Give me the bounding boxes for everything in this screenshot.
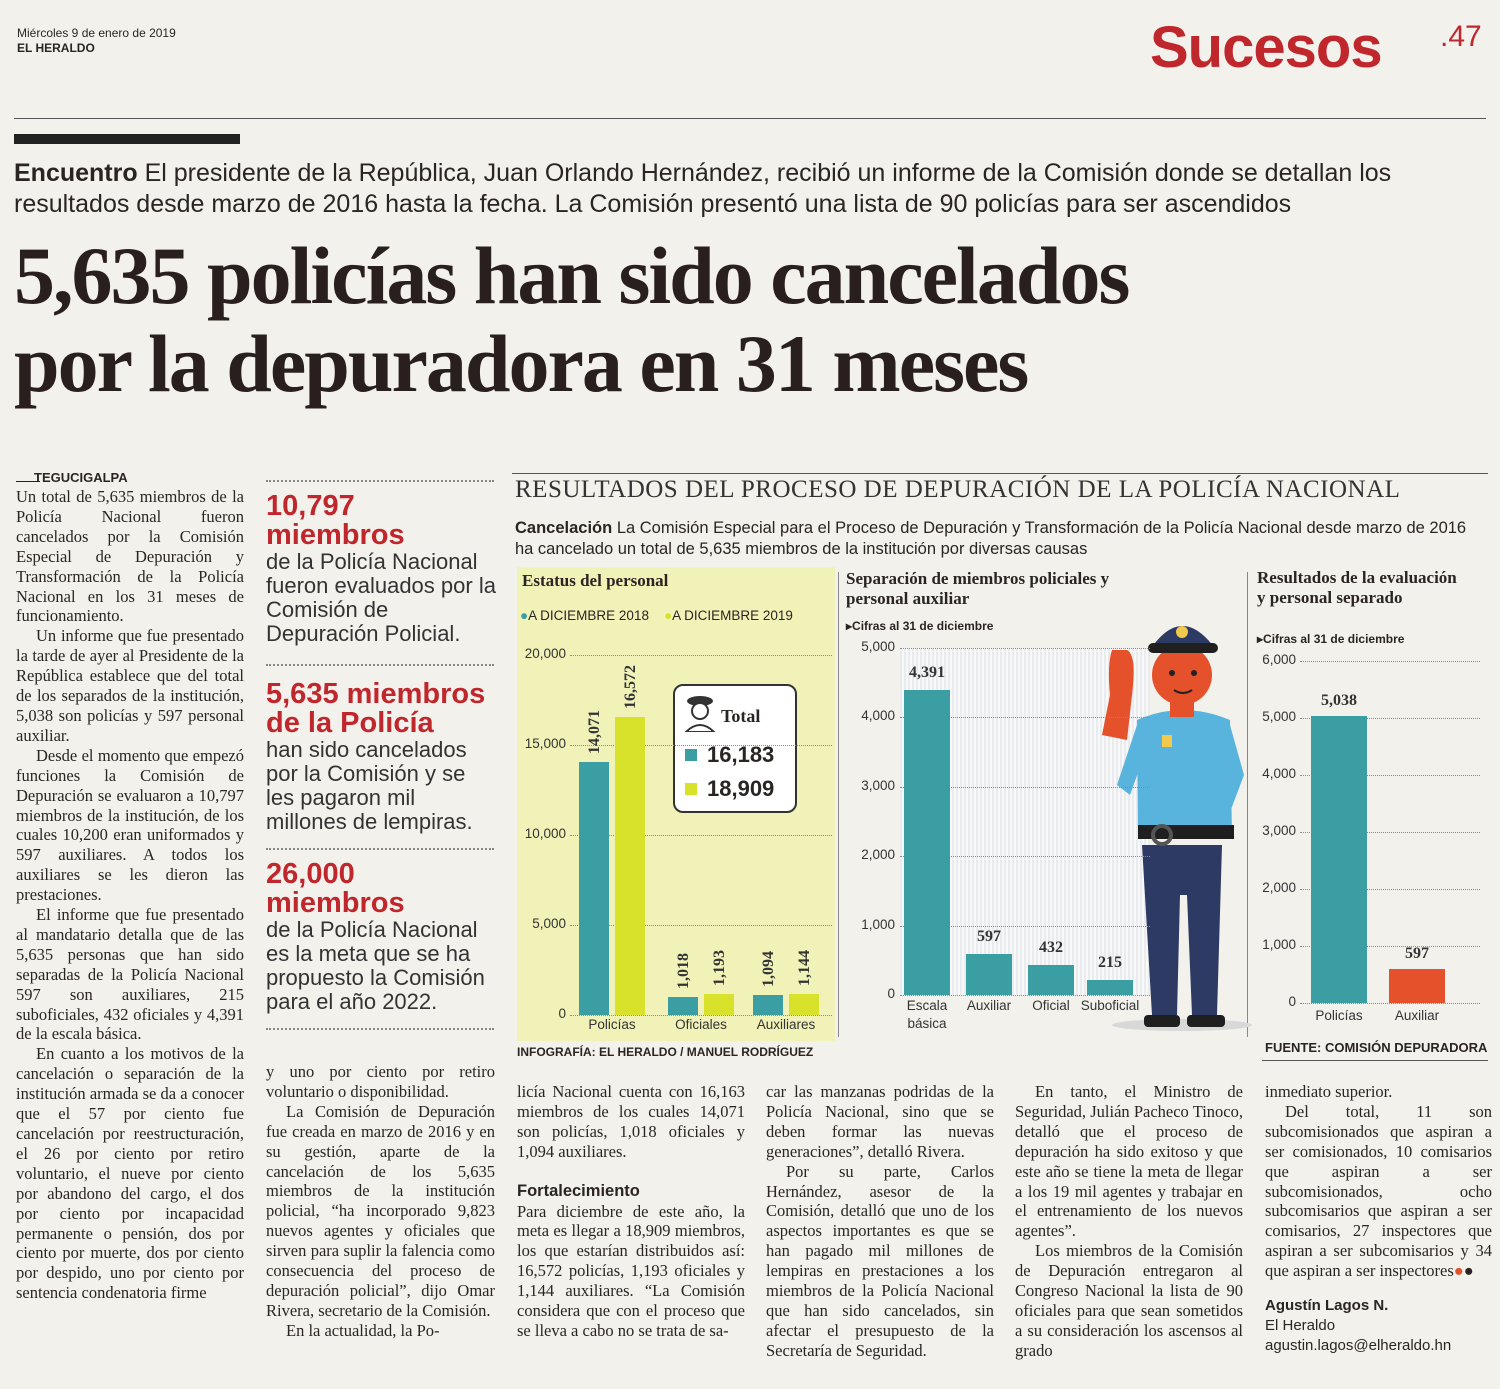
paragraph: licía Nacional cuenta con 16,163 miembros de los cuales 14,071 son policías, 1,018 oficiales y 1,094 auxiliares. [517,1082,745,1161]
bar-value-label: 597 [1405,944,1429,962]
article-column-4 [766,1082,994,1361]
article-column-6 [1265,1082,1492,1281]
bar-value-label: 4,391 [909,664,945,682]
bar-value-label: 5,038 [1321,691,1357,709]
bar-value-label: 432 [1039,939,1063,957]
x-category-label: Oficiales [675,1017,727,1032]
article-column-1 [16,487,244,1303]
paragraph: Los miembros de la Comisión de Depuración entregaron al Congreso Nacional la lista de 90 oficiales para que sean sometidos a su consideración los ascensos al grado [1015,1241,1243,1360]
y-tick-label: 0 [887,986,895,1001]
x-category-label: Suboficial [1080,998,1140,1013]
byline [1265,1296,1451,1356]
y-tick-label: 0 [558,1006,566,1021]
divider [266,1028,494,1030]
x-category-label: Auxiliar [1394,1008,1440,1023]
bar-suboficial [1087,980,1133,995]
total-box [673,684,797,813]
y-tick-label: 3,000 [1262,823,1296,838]
highlight-1 [266,492,496,646]
bar-a-diciembre-2019 [704,994,734,1015]
paragraph: En cuanto a los motivos de la cancelación o separación de la institución armada se da a conocer que el 57 por ciento fue cancelación por reestructuración, el 26 por ciento por retiro voluntario, el nueve por ciento por abandono del cargo, el dos por ciento por incapacidad permanente o pensión, dos por ciento por muerte, dos por ciento por despido, uno por ciento por sentencia condenatoria firme [16,1044,244,1303]
issue-date: Miércoles 9 de enero de 2019 [17,26,176,40]
infographic-title: RESULTADOS DEL PROCESO DE DEPURACIÓN DE LA POLICÍA NACIONAL [515,476,1401,503]
bar-value-label: 1,018 [675,952,692,989]
highlight-bold: miembros [266,887,405,919]
legend-2019: A DICIEMBRE 2019 [672,608,793,623]
chart3-title: Resultados de la evaluación y personal separado [1257,568,1457,607]
y-tick-label: 2,000 [861,847,895,863]
divider [266,480,494,482]
highlight-number: 26,000 [266,858,355,890]
legend-2018: A DICIEMBRE 2018 [528,608,649,623]
bar-auxiliar [1389,969,1445,1003]
x-category-label: Policías [588,1017,636,1032]
paragraph: Por su parte, Carlos Hernández, asesor de la Comisión, detalló que uno de los aspectos importantes es que se han pagado mil millones de lempiras en prestaciones a los miembros de la Policía Nacional que han sido cancelados, sin afectar el presupuesto de la Secretaría de Seguridad. [766,1161,994,1360]
y-tick-label: 3,000 [861,777,895,793]
y-tick-label: 5,000 [1262,709,1296,724]
paragraph: inmediato superior. [1265,1082,1393,1101]
article-column-5 [1015,1082,1243,1361]
y-tick-label: 5,000 [532,916,566,931]
bar-a-diciembre-2018 [753,995,783,1015]
total-label: Total [721,706,761,726]
y-tick-label: 10,000 [524,826,566,841]
infographic-deck-text: La Comisión Especial para el Proceso de Depuración y Transformación de la Policía Nacional desde marzo de 2016 ha cancelado un total de 5,635 miembros de la institución por diversas causas [515,519,1467,558]
headline [14,232,1494,408]
gridline [570,835,832,837]
bar-auxiliar [966,954,1012,995]
y-tick-label: 15,000 [524,736,566,751]
y-tick-label: 20,000 [524,646,566,661]
page-number: .47 [1440,20,1482,53]
bar-a-diciembre-2019 [615,717,645,1015]
total-yellow-swatch [685,783,697,795]
highlight-text: han sido cancelados por la Comisión y se les pagaron mil millones de lempiras. [266,737,473,834]
bar-value-label: 1,144 [796,950,813,987]
gridline [570,925,832,927]
paragraph: Un informe que fue presentado la tarde de ayer al Presidente de la República establece que del total de los separados de la institución, 5,038 son policías y 597 personal auxiliar. [16,626,244,745]
highlight-number: 5,635 miembros [266,678,486,710]
infographic-rule [512,473,1488,474]
paragraph: car las manzanas podridas de la Policía Nacional, sino que se deben formar las nuevas generaciones”, detalló Rivera. [766,1082,994,1161]
bar-a-diciembre-2018 [579,762,609,1015]
bar-value-label: 597 [977,927,1001,945]
bar-value-label: 1,193 [711,949,728,986]
subheading: Fortalecimiento [517,1181,640,1200]
deck-kicker: Encuentro [14,159,138,187]
highlight-text: de la Policía Nacional fueron evaluados por la Comisión de Depuración Policial. [266,549,496,646]
bar-value-label: 14,071 [586,709,603,754]
section-title: Sucesos [1150,15,1382,80]
chart2-subtitle: ▸Cifras al 31 de diciembre [846,619,994,633]
infographic-credit: INFOGRAFÍA: EL HERALDO / MANUEL RODRÍGUEZ [517,1045,814,1059]
bar-policías [1311,716,1367,1003]
y-tick-label: 0 [1288,994,1296,1009]
total-2019: 18,909 [707,776,775,801]
bar-a-diciembre-2019 [789,994,819,1015]
gridline [1300,661,1480,663]
author-email: agustin.lagos@elheraldo.hn [1265,1337,1452,1354]
officer-icon [683,692,717,732]
article-column-3 [517,1082,745,1341]
y-tick-label: 4,000 [861,708,895,724]
article-column-2 [266,1062,495,1341]
y-tick-label: 6,000 [1262,652,1296,667]
chart1-title: Estatus del personal [522,571,669,590]
dateline: TEGUCIGALPA [34,470,128,485]
chart2-title: Separación de miembros policiales y personal auxiliar [846,569,1110,608]
chart1-legend: ●A DICIEMBRE 2018 ●A DICIEMBRE 2019 [520,608,793,623]
paragraph [1265,1102,1492,1281]
header-rule [14,118,1486,119]
total-2018: 16,183 [707,742,775,767]
infographic-deck [515,518,1475,560]
chart3-subtitle: ▸Cifras al 31 de diciembre [1257,632,1405,646]
paragraph-text: Del total, 11 son subcomisionados que aspiran a ser comisionados, 10 comisarios que aspiran a ser subcomisionados, ocho subcomisarios que aspiran a ser comisarios, 27 inspectores que aspiran a ser subcomisarios y 34 que aspiran a ser inspectores [1265,1101,1492,1281]
highlight-2 [266,680,496,834]
highlight-number: 10,797 [266,490,355,522]
bar-value-label: 215 [1098,954,1122,972]
infographic-source: FUENTE: COMISIÓN DEPURADORA [1265,1040,1488,1055]
y-tick-label: 5,000 [861,639,895,654]
paragraph: Para diciembre de este año, la meta es llegar a 18,909 miembros, los que estarían distribuidos así: 16,572 policías, 1,193 oficiales y 1,144 auxiliares. “La Comisión considera que con el proceso que se lleva a cabo no se trata de sa- [517,1201,745,1340]
end-mark-icon: ● [1463,1261,1474,1281]
y-tick-label: 1,000 [861,916,895,932]
highlight-bold: miembros [266,519,405,551]
paragraph: El informe que fue presentado al mandatario detalla que de las 5,635 personas que han sido separadas de la Policía Nacional 597 son auxiliares, 215 suboficiales, 432 oficiales y 4,391 de la escala básica. [16,905,244,1044]
chart2-subtitle-text: Cifras al 31 de diciembre [852,619,994,633]
y-tick-label: 1,000 [1262,937,1296,952]
author-name: Agustín Lagos N. [1265,1297,1389,1314]
total-teal-swatch [685,749,697,761]
paragraph: Un total de 5,635 miembros de la Policía Nacional fueron cancelados por la Comisión Especial de Depuración y Transformación de la Policía Nacional en los 31 meses de funcionamiento. [16,487,244,626]
x-category-label: Escala básica [906,998,948,1031]
y-tick-label: 2,000 [1262,880,1296,895]
paragraph: En la actualidad, la Po- [286,1320,440,1340]
article-deck [14,158,1486,220]
gridline [1300,1003,1480,1005]
end-mark-icon: ● [1453,1261,1464,1281]
x-category-label: Auxiliar [966,998,1012,1013]
infographic-kicker: Cancelación [515,519,613,537]
bar-value-label: 16,572 [622,664,639,709]
bar-a-diciembre-2018 [668,997,698,1015]
paragraph: y uno por ciento por retiro voluntario o disponibilidad. [266,1062,495,1101]
newspaper-name: EL HERALDO [17,41,95,55]
x-category-label: Auxiliares [756,1017,816,1032]
gridline [570,655,832,657]
paragraph: La Comisión de Depuración fue creada en marzo de 2016 y en su gestión, aparte de la cancelación de los 5,635 miembros de la institución policial, “ha incorporado 9,823 nuevos agentes y oficiales que sirven para suplir la falencia como consecuencia del proceso de depuración policial”, dijo Omar Rivera, secretario de la Comisión. [266,1101,495,1320]
bar-value-label: 1,094 [760,951,777,988]
bar-oficial [1028,965,1074,995]
deck-bar [14,134,240,144]
highlight-3 [266,860,496,1014]
paragraph: En tanto, el Ministro de Seguridad, Julián Pacheco Tinoco, detalló que el proceso de depuración ha sido exitoso y que este año se tiene la meta de llegar a los 19 mil agentes y trabajar en el entrenamiento de los nuevos agentes”. [1015,1082,1243,1241]
divider [266,848,494,850]
headline-line-2: por la depuradora en 31 meses [14,318,1028,409]
x-category-label: Oficial [1032,998,1070,1013]
headline-line-1: 5,635 policías han sido cancelados [14,230,1129,321]
gridline [570,745,832,747]
gridline [900,648,1150,650]
y-tick-label: 4,000 [1262,766,1296,781]
deck-text: El presidente de la República, Juan Orlando Hernández, recibió un informe de la Comisión donde se detallan los resultados desde marzo de 2016 hasta la fecha. La Comisión presentó una lista de 90 policías para ser ascendidos [14,159,1392,218]
x-category-label: Policías [1315,1008,1363,1023]
source-rule [1262,1060,1488,1061]
chart3-subtitle-text: Cifras al 31 de diciembre [1263,632,1405,646]
highlight-bold: de la Policía [266,707,434,739]
author-paper: El Heraldo [1265,1317,1336,1334]
paragraph: Desde el momento que empezó funciones la Comisión de Depuración se evaluaron a 10,797 miembros de la institución, de los cuales 10,200 eran uniformados y 597 auxiliares. A todos los auxiliares se les dieron las prestaciones. [16,745,244,905]
highlight-text: de la Policía Nacional es la meta que se ha propuesto la Comisión para el año 2022. [266,917,485,1014]
divider [266,664,494,666]
bar-escala-básica [904,690,950,995]
